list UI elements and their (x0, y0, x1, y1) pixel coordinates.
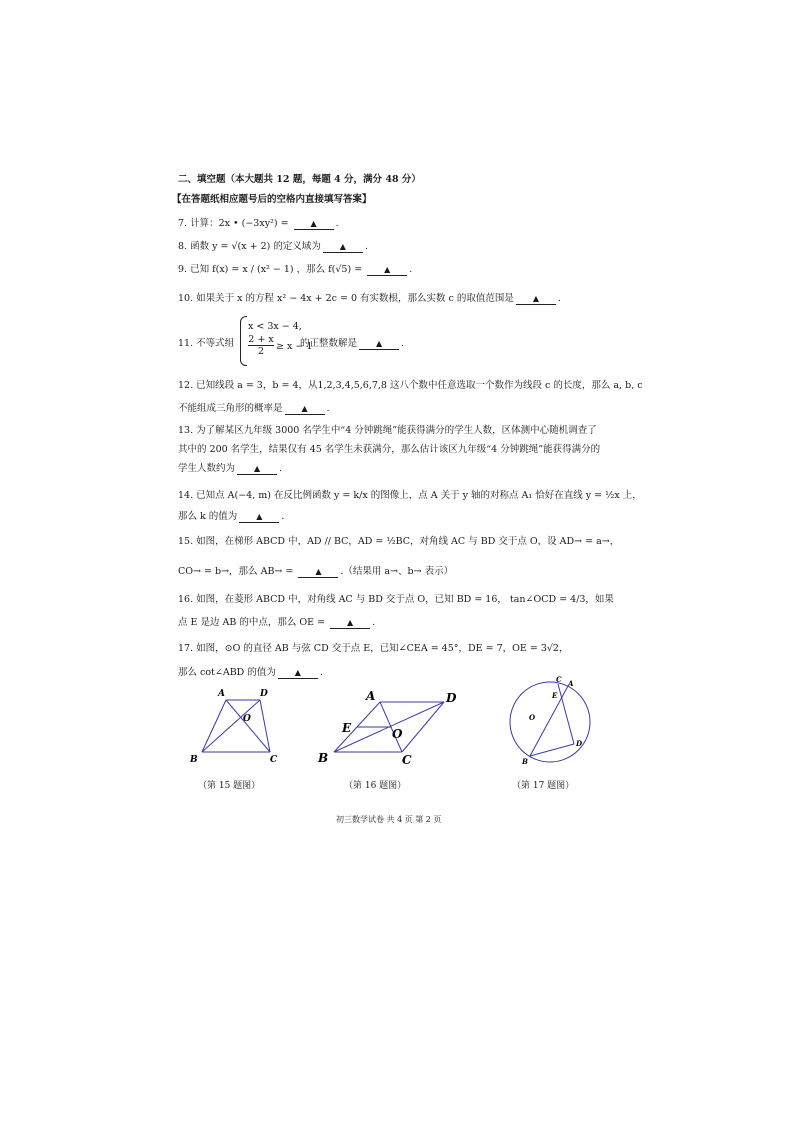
answer-blank: ▲ (278, 668, 318, 679)
answer-blank: ▲ (359, 339, 399, 350)
question-11-tail: 的正整数解是 ▲ . (300, 338, 405, 349)
question-14-line1: 14. 已知点 A(−4, m) 在反比例函数 y = k/x 的图像上，点 A 关于 y 轴的对称点 A₁ 恰好在直线 y = ½x 上， (178, 490, 642, 501)
figure-17-circle (500, 672, 600, 772)
figure-16-rhombus (312, 684, 462, 770)
label-D: D (446, 691, 457, 705)
question-7: 7. 计算：2x • (−3xy²) = ▲ . (178, 218, 339, 229)
fraction-numerator: 2 + x (248, 334, 274, 345)
figure-17-caption: （第 17 题图） (512, 781, 575, 791)
answer-blank: ▲ (285, 404, 325, 415)
inequality-2-rest: ≥ x − 1 (276, 341, 313, 352)
label-B: B (190, 755, 198, 765)
label-B: B (318, 751, 329, 765)
question-9: 9. 已知 f(x) = x / (x² − 1) ，那么 f(√5) = ▲ . (178, 264, 413, 275)
question-17-line1: 17. 如图，⊙O 的直径 AB 与弦 CD 交于点 E，已知∠CEA = 45°，DE = 7，OE = 3√2， (178, 643, 569, 654)
question-12-line1: 12. 已知线段 a = 3，b = 4，从1,2,3,4,5,6,7,8 这八个数中任意选取一个数作为线段 c 的长度，那么 a, b, c (178, 380, 643, 391)
label-E: E (552, 691, 558, 700)
question-16-line2: 点 E 是边 AB 的中点，那么 OE = ▲ . (178, 617, 376, 628)
answer-blank: ▲ (330, 618, 370, 629)
figure-16-caption: （第 16 题图） (344, 781, 407, 791)
question-15-line2: CO→ = b→，那么 AB→ = ▲ .（结果用 a→、b→ 表示） (178, 566, 454, 577)
question-11-lead: 11. 不等式组 (178, 338, 235, 349)
label-D: D (260, 689, 268, 699)
answer-blank: ▲ (367, 265, 407, 276)
trapezoid-lines (202, 700, 270, 752)
section-instruction: 【在答题纸相应题号后的空格内直接填写答案】 (172, 194, 372, 205)
figure-15-trapezoid (180, 684, 290, 770)
inequality-2-fraction (248, 334, 274, 357)
question-8: 8. 函数 y = √(x + 2) 的定义域为 ▲ . (178, 241, 368, 252)
question-17-line2: 那么 cot∠ABD 的值为 ▲ . (178, 667, 323, 678)
label-C: C (270, 755, 278, 765)
label-D: D (576, 739, 583, 748)
label-C: C (402, 753, 412, 767)
question-13-line2: 其中的 200 名学生，结果仅有 45 名学生未获满分，那么估计该区九年级“4 分钟跳绳”能获得满分的 (178, 444, 601, 455)
inequality-1: x < 3x − 4, (248, 321, 302, 332)
page-footer: 初三数学试卷 共 4 页 第 2 页 (336, 815, 442, 824)
label-O: O (243, 714, 251, 724)
question-16-line1: 16. 如图，在菱形 ABCD 中，对角线 AC 与 BD 交于点 O，已知 BD = 16， tan∠OCD = 4/3，如果 (178, 594, 614, 605)
label-C: C (556, 675, 562, 684)
figure-15-caption: （第 15 题图） (198, 781, 261, 791)
system-brace (240, 316, 247, 366)
answer-blank: ▲ (298, 567, 338, 578)
section-heading: 二、填空题（本大题共 12 题，每题 4 分，满分 48 分） (178, 174, 421, 185)
question-14-line2: 那么 k 的值为 ▲ . (178, 511, 285, 522)
fraction-denominator: 2 (257, 346, 265, 357)
answer-blank: ▲ (239, 512, 279, 523)
question-10: 10. 如果关于 x 的方程 x² − 4x + 2c = 0 有实数根，那么实数 c 的取值范围是 ▲ . (178, 293, 561, 304)
label-B: B (522, 757, 528, 766)
label-A: A (366, 689, 376, 703)
answer-blank: ▲ (237, 464, 277, 475)
circle-lines (510, 682, 590, 762)
answer-blank: ▲ (294, 219, 334, 230)
answer-blank: ▲ (516, 294, 556, 305)
label-E: E (342, 721, 352, 735)
answer-blank: ▲ (323, 242, 363, 253)
label-A: A (218, 689, 225, 699)
question-13-line1: 13. 为了解某区九年级 3000 名学生中“4 分钟跳绳”能获得满分的学生人数，区体测中心随机调查了 (178, 425, 597, 436)
question-13-line3: 学生人数约为 ▲ . (178, 463, 283, 474)
label-O: O (392, 727, 403, 741)
label-A: A (568, 679, 574, 688)
label-O: O (529, 713, 536, 722)
question-15-line1: 15. 如图，在梯形 ABCD 中，AD // BC，AD = ½BC，对角线 AC 与 BD 交于点 O，设 AD→ = a→， (178, 536, 620, 547)
question-12-line2: 不能组成三角形的概率是 ▲ . (178, 403, 330, 414)
